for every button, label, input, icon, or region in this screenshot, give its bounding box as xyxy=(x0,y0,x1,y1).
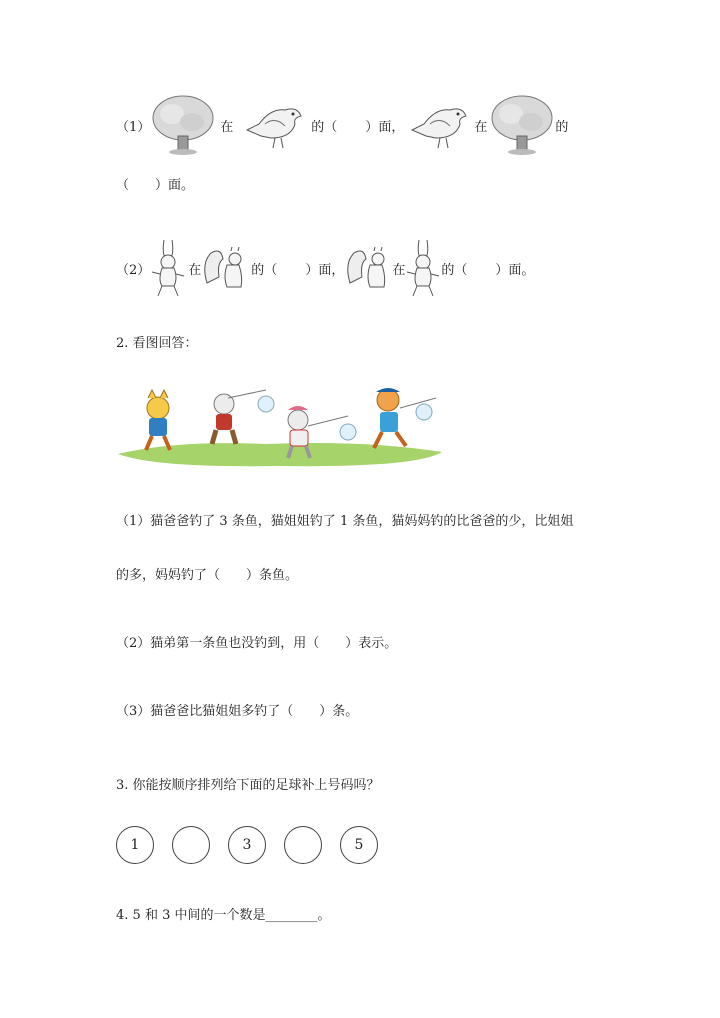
squirrel-image-2 xyxy=(344,243,392,293)
q1-part2-zai2: 在 xyxy=(392,262,406,278)
q1-part2-zai: 在 xyxy=(188,262,202,278)
q1-part1-mian: ）面， xyxy=(365,119,405,135)
q1-part1-label: （1） xyxy=(116,119,151,135)
q2-s1-line1-text: （1）猫爸爸钓了 3 条鱼，猫姐姐钓了 1 条鱼，猫妈妈钓的比爸爸的少，比姐姐 xyxy=(116,514,574,529)
q1-part1-line2-text: （ ）面。 xyxy=(116,178,195,193)
rabbit-image xyxy=(150,238,186,298)
q1-part2-line xyxy=(116,238,534,298)
q2-s1-line1 xyxy=(116,510,573,529)
q1-part1-de: 的（ xyxy=(311,119,338,135)
q3-title xyxy=(116,774,380,793)
q2-s1-line2-text: 的多，妈妈钓了（ ）条鱼。 xyxy=(116,568,299,583)
q3-title-text: 3. 你能按顺序排列给下面的足球补上号码吗？ xyxy=(116,778,380,793)
q2-s2 xyxy=(116,632,397,651)
q2-title-text: 2. 看图回答： xyxy=(116,336,198,351)
q1-part1-de2: 的 xyxy=(555,119,569,135)
squirrel-image xyxy=(201,243,249,293)
football-row xyxy=(116,826,378,864)
q4 xyxy=(116,904,330,923)
bird-image xyxy=(241,94,307,156)
q1-part2-de2: 的（ xyxy=(441,262,468,278)
football-4[interactable] xyxy=(284,826,322,864)
rabbit-image-2 xyxy=(405,238,441,298)
q1-part1-line1 xyxy=(116,94,568,156)
bird-image-2 xyxy=(406,94,472,156)
q2-s3-text: （3）猫爸爸比猫姐姐多钓了（ ）条。 xyxy=(116,704,359,719)
q1-part1-zai: 在 xyxy=(220,119,234,135)
q1-part1-zai2: 在 xyxy=(474,119,488,135)
q1-part1-line2 xyxy=(116,174,194,193)
cat-sister xyxy=(212,390,274,444)
cat-family-fishing-image xyxy=(116,378,446,470)
q1-part2-de: 的（ xyxy=(251,262,278,278)
q2-s1-line2 xyxy=(116,564,298,583)
cat-brother xyxy=(146,390,170,450)
q1-part2-label: （2） xyxy=(116,262,151,278)
q1-part2-end: ）面。 xyxy=(495,262,535,278)
tree-image xyxy=(150,94,216,156)
football-5: 5 xyxy=(340,826,378,864)
cat-father xyxy=(374,388,436,448)
q1-part2-mian: ）面， xyxy=(305,262,345,278)
q2-title xyxy=(116,332,198,351)
football-2[interactable] xyxy=(172,826,210,864)
q2-s3 xyxy=(116,700,358,719)
tree-image-2 xyxy=(489,94,555,156)
q2-s2-text: （2）猫弟第一条鱼也没钓到，用（ ）表示。 xyxy=(116,636,398,651)
q4-text: 4. 5 和 3 中间的一个数是________。 xyxy=(116,908,331,923)
football-1: 1 xyxy=(116,826,154,864)
football-3: 3 xyxy=(228,826,266,864)
